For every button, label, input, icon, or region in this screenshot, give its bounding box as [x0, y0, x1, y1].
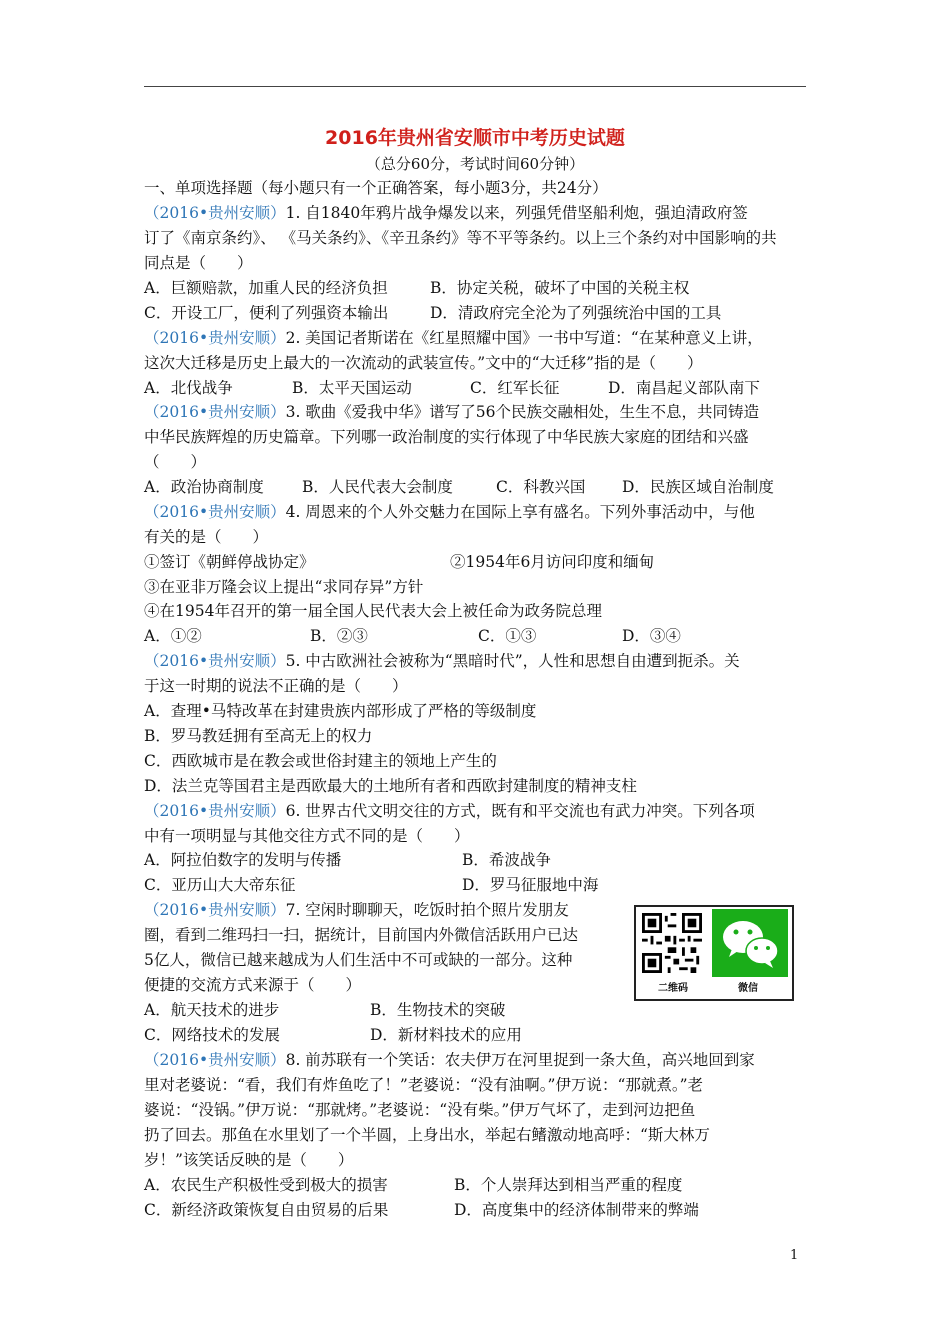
- question-source: （2016•贵州安顺）: [144, 329, 286, 347]
- option-a: A．航天技术的进步: [144, 1001, 280, 1019]
- header-rule: [144, 86, 806, 87]
- wechat-caption: 微信: [738, 983, 758, 994]
- question-3-line: （ ）: [144, 453, 207, 471]
- question-source: （2016•贵州安顺）: [144, 1051, 286, 1069]
- item-2: ②1954年6月访问印度和缅甸: [450, 553, 655, 571]
- qr-wechat-figure: [634, 905, 794, 1001]
- question-7-line: 圈，看到二维玛扫一扫，据统计，目前国内外微信活跃用户已达: [144, 926, 579, 944]
- option-d: D．罗马征服地中海: [462, 876, 599, 894]
- option-a: A．农民生产积极性受到极大的损害: [144, 1176, 388, 1194]
- question-3-line: 中华民族辉煌的历史篇章。下列哪一政治制度的实行体现了中华民族大家庭的团结和兴盛: [144, 428, 749, 446]
- question-6-line: 中有一项明显与其他交往方式不同的是（ ）: [144, 827, 470, 845]
- question-source: （2016•贵州安顺）: [144, 802, 286, 820]
- option-c: C．网络技术的发展: [144, 1026, 280, 1044]
- option-b: B．个人崇拜达到相当严重的程度: [454, 1176, 683, 1194]
- page-subtitle: （总分60分，考试时间60分钟）: [365, 155, 585, 173]
- option-d: D．法兰克等国君主是西欧最大的土地所有者和西欧封建制度的精神支柱: [144, 777, 637, 795]
- question-3: （2016•贵州安顺）3. 歌曲《爱我中华》谱写了56个民族交融相处，生生不息，共同铸造: [144, 403, 760, 421]
- option-c: C．新经济政策恢复自由贸易的后果: [144, 1201, 389, 1219]
- option-b: B．罗马教廷拥有至高无上的权力: [144, 727, 373, 745]
- option-d: D．新材料技术的应用: [370, 1026, 522, 1044]
- option-b: B．人民代表大会制度: [302, 478, 453, 496]
- question-8-line: 婆说：“没锅。”伊万说：“那就烤。”老婆说：“没有柴。”伊万气坏了，走到河边把鱼: [144, 1101, 696, 1119]
- option-a: A．北伐战争: [144, 379, 233, 397]
- option-d: D．高度集中的经济体制带来的弊端: [454, 1201, 699, 1219]
- question-1: （2016•贵州安顺）1. 自1840年鸦片战争爆发以来，列强凭借坚船利炮，强迫清政府签: [144, 204, 748, 222]
- option-d: D．③④: [622, 627, 681, 645]
- option-a: A．阿拉伯数字的发明与传播: [144, 851, 342, 869]
- option-a: A．查理•马特改革在封建贵族内部形成了严格的等级制度: [144, 702, 537, 720]
- question-source: （2016•贵州安顺）: [144, 403, 286, 421]
- question-6: （2016•贵州安顺）6. 世界古代文明交往的方式，既有和平交流也有武力冲突。下列各项: [144, 802, 755, 820]
- option-b: B．协定关税，破坏了中国的关税主权: [430, 279, 690, 297]
- option-c: C．红军长征: [470, 379, 560, 397]
- option-a: A．政治协商制度: [144, 478, 264, 496]
- option-b: B．②③: [310, 627, 368, 645]
- option-b: B．希波战争: [462, 851, 551, 869]
- option-a: A．①②: [144, 627, 202, 645]
- question-source: （2016•贵州安顺）: [144, 503, 286, 521]
- question-7: （2016•贵州安顺）7. 空闲时聊聊天，吃饭时拍个照片发朋友: [144, 901, 569, 919]
- qr-code-icon: [642, 913, 702, 973]
- option-c: C．①③: [478, 627, 537, 645]
- question-8-line: 扔了回去。那鱼在水里划了一个半圆，上身出水，举起右鳍激动地高呼：“斯大林万: [144, 1126, 710, 1144]
- item-4: ④在1954年召开的第一届全国人民代表大会上被任命为政务院总理: [144, 602, 602, 620]
- page-title: 2016年贵州省安顺市中考历史试题: [325, 127, 625, 149]
- wechat-logo-icon: [712, 909, 788, 977]
- question-1-line: 订了《南京条约》、 《马关条约》、《辛丑条约》等不平等条约。以上三个条约对中国影响的共: [144, 229, 777, 247]
- option-c: C．亚历山大大帝东征: [144, 876, 296, 894]
- question-8-line: 里对老婆说：“看，我们有炸鱼吃了！”老婆说：“没有油啊。”伊万说：“那就煮。”老: [144, 1076, 704, 1094]
- option-b: B．生物技术的突破: [370, 1001, 506, 1019]
- question-8: （2016•贵州安顺）8. 前苏联有一个笑话：农夫伊万在河里捉到一条大鱼，高兴地回到家: [144, 1051, 755, 1069]
- option-b: B．太平天国运动: [292, 379, 412, 397]
- question-5: （2016•贵州安顺）5. 中古欧洲社会被称为“黑暗时代”，人性和思想自由遭到扼杀。关: [144, 652, 740, 670]
- item-3: ③在亚非万隆会议上提出“求同存异”方针: [144, 578, 424, 596]
- question-source: （2016•贵州安顺）: [144, 901, 286, 919]
- qr-caption: 二维码: [658, 983, 688, 994]
- option-c: C．开设工厂，便利了列强资本输出: [144, 304, 389, 322]
- question-source: （2016•贵州安顺）: [144, 204, 286, 222]
- option-d: D．南昌起义部队南下: [608, 379, 760, 397]
- question-5-line: 于这一时期的说法不正确的是（ ）: [144, 677, 408, 695]
- question-7-line: 5亿人，微信已越来越成为人们生活中不可或缺的一部分。这种: [144, 951, 573, 969]
- option-d: D．民族区域自治制度: [622, 478, 774, 496]
- question-4-line: 有关的是（ ）: [144, 528, 269, 546]
- question-7-line: 便捷的交流方式来源于（ ）: [144, 976, 362, 994]
- option-d: D．清政府完全沦为了列强统治中国的工具: [430, 304, 722, 322]
- option-c: C．西欧城市是在教会或世俗封建主的领地上产生的: [144, 752, 497, 770]
- section-heading: 一、单项选择题（每小题只有一个正确答案，每小题3分，共24分）: [144, 179, 608, 197]
- option-c: C．科教兴国: [496, 478, 586, 496]
- question-8-line: 岁！”该笑话反映的是（ ）: [144, 1151, 354, 1169]
- question-4: （2016•贵州安顺）4. 周恩来的个人外交魅力在国际上享有盛名。下列外事活动中，与他: [144, 503, 755, 521]
- item-1: ①签订《朝鲜停战协定》: [144, 553, 315, 571]
- page-number: 1: [790, 1248, 799, 1263]
- question-2-line: 这次大迁移是历史上最大的一次流动的武装宣传。”文中的“大迁移”指的是（ ）: [144, 354, 703, 372]
- question-2: （2016•贵州安顺）2. 美国记者斯诺在《红星照耀中国》一书中写道：“在某种意义上讲，: [144, 329, 763, 347]
- question-source: （2016•贵州安顺）: [144, 652, 286, 670]
- option-a: A．巨额赔款，加重人民的经济负担: [144, 279, 388, 297]
- question-1-line: 同点是（ ）: [144, 254, 253, 272]
